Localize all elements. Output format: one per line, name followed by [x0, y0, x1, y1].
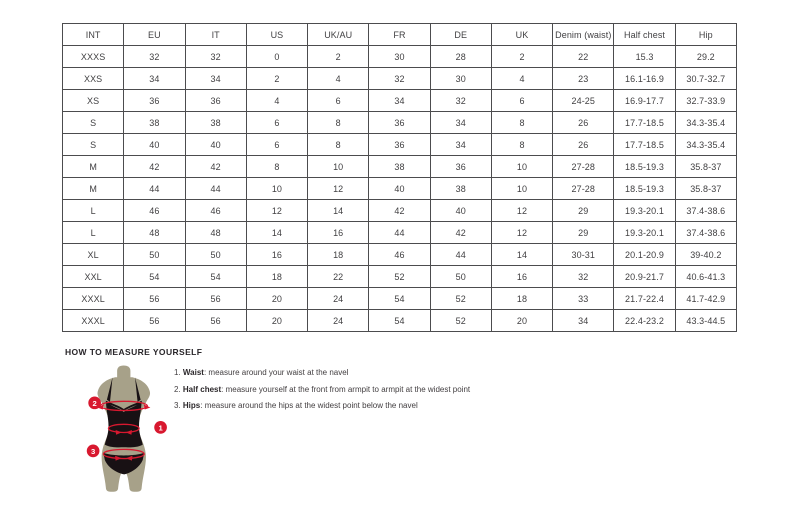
table-row [63, 68, 737, 90]
table-cell: 18.5-19.3 [614, 178, 675, 200]
item-number: 2. [174, 384, 181, 394]
table-cell: 34.3-35.4 [675, 134, 736, 156]
svg-text:2: 2 [92, 398, 97, 408]
table-cell: 41.7-42.9 [675, 288, 736, 310]
measure-item-waist [174, 368, 470, 377]
table-cell: 4 [491, 68, 552, 90]
table-cell: 34 [553, 310, 614, 332]
table-cell: 10 [246, 178, 307, 200]
table-cell: 12 [308, 178, 369, 200]
table-cell: 18 [308, 244, 369, 266]
table-cell: 10 [491, 156, 552, 178]
table-cell: 50 [124, 244, 185, 266]
table-cell: 44 [430, 244, 491, 266]
table-cell: 40 [369, 178, 430, 200]
table-cell: 34 [124, 68, 185, 90]
column-header: Half chest [614, 24, 675, 46]
column-header: EU [124, 24, 185, 46]
table-cell: 43.3-44.5 [675, 310, 736, 332]
table-cell: 35.8-37 [675, 156, 736, 178]
item-text: : measure yourself at the front from armpit to armpit at the widest point [221, 384, 471, 394]
table-cell: 34 [430, 112, 491, 134]
table-cell: 44 [124, 178, 185, 200]
table-cell: 40 [185, 134, 246, 156]
table-cell: XXXS [63, 46, 124, 68]
table-cell: 54 [124, 266, 185, 288]
badge-chest [88, 397, 101, 410]
table-cell: 2 [308, 46, 369, 68]
column-header: Hip [675, 24, 736, 46]
table-cell: M [63, 178, 124, 200]
table-cell: 8 [246, 156, 307, 178]
item-text: : measure around your waist at the navel [203, 368, 349, 377]
table-cell: 16.1-16.9 [614, 68, 675, 90]
table-cell: S [63, 112, 124, 134]
table-cell: 17.7-18.5 [614, 112, 675, 134]
table-cell: 56 [185, 310, 246, 332]
table-cell: 40 [124, 134, 185, 156]
table-cell: 37.4-38.6 [675, 222, 736, 244]
column-header: US [246, 24, 307, 46]
table-cell: 42 [369, 200, 430, 222]
table-cell: 30 [430, 68, 491, 90]
table-cell: 28 [430, 46, 491, 68]
table-cell: S [63, 134, 124, 156]
table-cell: 36 [369, 112, 430, 134]
table-row [63, 200, 737, 222]
table-cell: 39-40.2 [675, 244, 736, 266]
table-cell: 15.3 [614, 46, 675, 68]
table-cell: 56 [124, 288, 185, 310]
table-cell: 48 [124, 222, 185, 244]
table-cell: 52 [430, 288, 491, 310]
table-cell: 22.4-23.2 [614, 310, 675, 332]
table-cell: 32.7-33.9 [675, 90, 736, 112]
item-text: : measure around the hips at the widest point below the navel [200, 401, 418, 411]
table-cell: 54 [369, 288, 430, 310]
table-cell: 30-31 [553, 244, 614, 266]
table-cell: 30.7-32.7 [675, 68, 736, 90]
table-cell: L [63, 200, 124, 222]
size-table [62, 23, 737, 332]
table-cell: 46 [124, 200, 185, 222]
table-cell: 24-25 [553, 90, 614, 112]
measure-item-half-chest [174, 385, 470, 394]
measure-item-hips [174, 401, 470, 410]
table-cell: 42 [185, 156, 246, 178]
table-row [63, 90, 737, 112]
table-cell: 24 [308, 288, 369, 310]
table-cell: 38 [185, 112, 246, 134]
table-cell: 19.3-20.1 [614, 222, 675, 244]
table-cell: 38 [369, 156, 430, 178]
table-cell: 22 [308, 266, 369, 288]
measurement-figure [80, 364, 188, 502]
table-cell: 27-28 [553, 156, 614, 178]
table-cell: 19.3-20.1 [614, 200, 675, 222]
badge-hips [87, 445, 100, 458]
table-cell: 46 [185, 200, 246, 222]
table-cell: 48 [185, 222, 246, 244]
column-header: DE [430, 24, 491, 46]
item-label: Half chest [182, 384, 222, 394]
table-cell: 10 [491, 178, 552, 200]
table-cell: 23 [553, 68, 614, 90]
table-cell: 14 [491, 244, 552, 266]
table-cell: 37.4-38.6 [675, 200, 736, 222]
table-cell: XXS [63, 68, 124, 90]
table-cell: 8 [491, 112, 552, 134]
table-cell: 8 [308, 134, 369, 156]
column-header: UK/AU [308, 24, 369, 46]
table-cell: 2 [491, 46, 552, 68]
table-cell: 18 [491, 288, 552, 310]
table-cell: 24 [308, 310, 369, 332]
table-cell: 32 [430, 90, 491, 112]
table-cell: 26 [553, 112, 614, 134]
table-cell: XXL [63, 266, 124, 288]
table-cell: 6 [246, 134, 307, 156]
table-cell: 22 [553, 46, 614, 68]
table-cell: 18.5-19.3 [614, 156, 675, 178]
table-cell: 32 [124, 46, 185, 68]
table-cell: 52 [369, 266, 430, 288]
table-cell: 29 [553, 200, 614, 222]
item-label: Hips [182, 401, 201, 411]
table-cell: L [63, 222, 124, 244]
table-cell: 4 [246, 90, 307, 112]
column-header: UK [491, 24, 552, 46]
table-cell: 34 [369, 90, 430, 112]
table-cell: 10 [308, 156, 369, 178]
column-header: INT [63, 24, 124, 46]
table-cell: 34.3-35.4 [675, 112, 736, 134]
svg-text:3: 3 [90, 446, 96, 456]
table-cell: 29 [553, 222, 614, 244]
table-header-row [63, 24, 737, 46]
table-cell: 36 [124, 90, 185, 112]
table-cell: 32 [369, 68, 430, 90]
table-cell: 6 [246, 112, 307, 134]
table-cell: 20 [491, 310, 552, 332]
table-cell: 40.6-41.3 [675, 266, 736, 288]
measure-section-title: HOW TO MEASURE YOURSELF [65, 347, 203, 357]
table-row [63, 46, 737, 68]
table-cell: XXXL [63, 310, 124, 332]
column-header: Denim (waist) [553, 24, 614, 46]
table-cell: 40 [430, 200, 491, 222]
table-row [63, 310, 737, 332]
table-cell: 14 [308, 200, 369, 222]
svg-text:1: 1 [158, 423, 163, 433]
table-cell: 16 [491, 266, 552, 288]
table-cell: 52 [430, 310, 491, 332]
table-row [63, 156, 737, 178]
table-cell: 16 [246, 244, 307, 266]
table-row [63, 266, 737, 288]
table-cell: 32 [553, 266, 614, 288]
table-cell: 0 [246, 46, 307, 68]
table-cell: 36 [430, 156, 491, 178]
table-cell: XXXL [63, 288, 124, 310]
column-header: FR [369, 24, 430, 46]
table-cell: 54 [369, 310, 430, 332]
table-cell: M [63, 156, 124, 178]
table-row [63, 112, 737, 134]
table-cell: 8 [491, 134, 552, 156]
item-label: Waist [182, 368, 204, 377]
table-cell: 27-28 [553, 178, 614, 200]
table-cell: 56 [124, 310, 185, 332]
table-cell: 12 [246, 200, 307, 222]
table-cell: 50 [430, 266, 491, 288]
column-header: IT [185, 24, 246, 46]
table-cell: 34 [430, 134, 491, 156]
table-row [63, 222, 737, 244]
table-cell: 12 [491, 222, 552, 244]
table-cell: 2 [246, 68, 307, 90]
table-row [63, 134, 737, 156]
table-cell: 20 [246, 288, 307, 310]
table-cell: 20.9-21.7 [614, 266, 675, 288]
table-cell: 33 [553, 288, 614, 310]
badge-waist [154, 421, 167, 434]
table-cell: 8 [308, 112, 369, 134]
table-cell: 26 [553, 134, 614, 156]
table-cell: 12 [491, 200, 552, 222]
table-cell: 14 [246, 222, 307, 244]
table-cell: 36 [369, 134, 430, 156]
table-cell: 4 [308, 68, 369, 90]
table-cell: 46 [369, 244, 430, 266]
item-number: 1. [174, 368, 181, 377]
table-cell: 6 [308, 90, 369, 112]
table-cell: 16 [308, 222, 369, 244]
table-cell: 56 [185, 288, 246, 310]
table-cell: XS [63, 90, 124, 112]
table-cell: 16.9-17.7 [614, 90, 675, 112]
table-cell: 54 [185, 266, 246, 288]
table-cell: 42 [430, 222, 491, 244]
item-number: 3. [174, 401, 181, 411]
table-cell: 20.1-20.9 [614, 244, 675, 266]
table-row [63, 178, 737, 200]
table-cell: 32 [185, 46, 246, 68]
table-row [63, 244, 737, 266]
table-cell: 44 [369, 222, 430, 244]
table-cell: 20 [246, 310, 307, 332]
table-cell: 30 [369, 46, 430, 68]
table-cell: 50 [185, 244, 246, 266]
table-cell: 21.7-22.4 [614, 288, 675, 310]
table-cell: 42 [124, 156, 185, 178]
table-cell: XL [63, 244, 124, 266]
table-cell: 6 [491, 90, 552, 112]
table-cell: 18 [246, 266, 307, 288]
table-cell: 34 [185, 68, 246, 90]
table-cell: 44 [185, 178, 246, 200]
table-cell: 38 [124, 112, 185, 134]
table-cell: 29.2 [675, 46, 736, 68]
table-cell: 35.8-37 [675, 178, 736, 200]
table-row [63, 288, 737, 310]
table-cell: 17.7-18.5 [614, 134, 675, 156]
measure-instructions [174, 368, 470, 418]
table-cell: 36 [185, 90, 246, 112]
table-cell: 38 [430, 178, 491, 200]
